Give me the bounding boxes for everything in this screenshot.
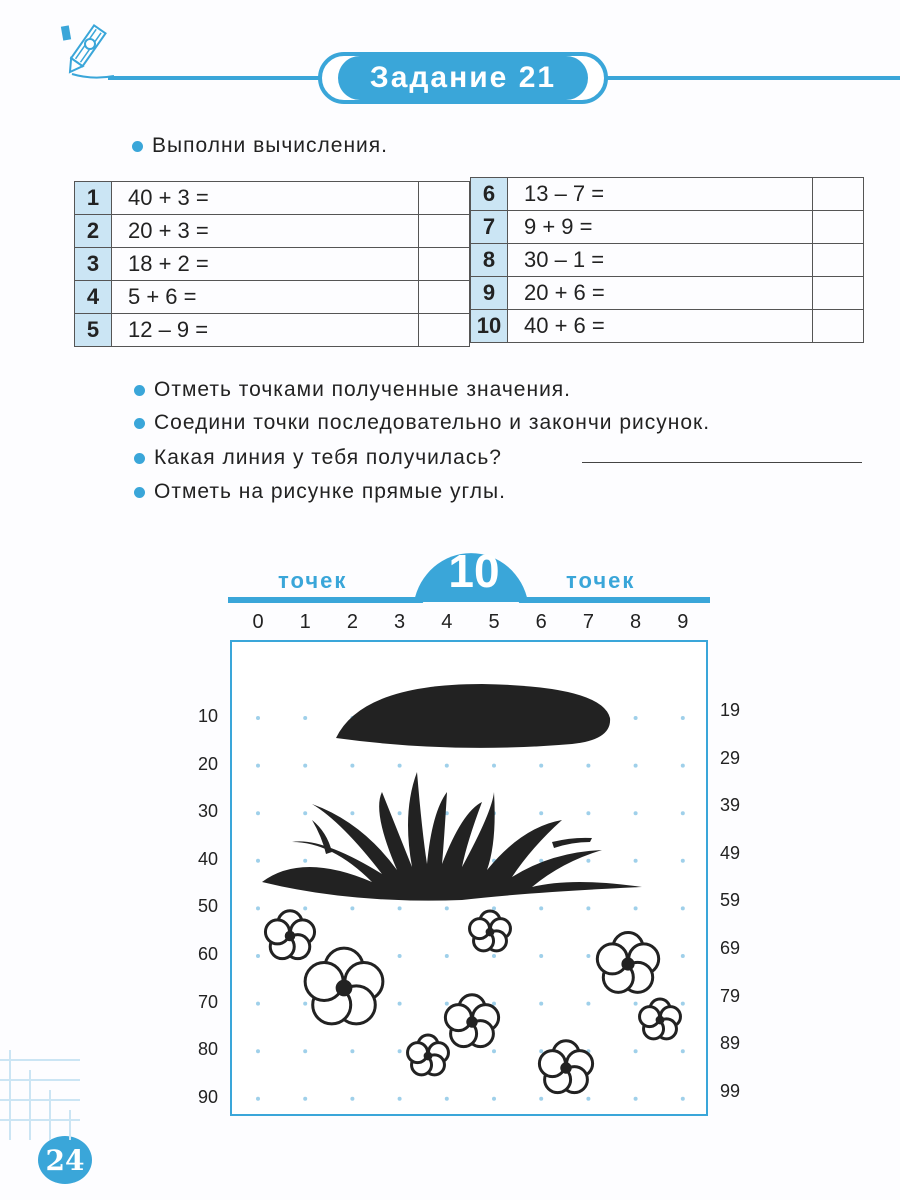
dot-grid-drawing [232,642,706,1114]
grid-dot [586,1097,590,1101]
pencil-logo-icon [52,18,116,82]
right-axis-label: 89 [720,1033,741,1054]
answer-cell[interactable] [813,178,864,211]
grid-dot [634,1049,638,1053]
row-number: 7 [471,211,508,244]
flower-icon [539,1041,592,1093]
grid-dot [256,716,260,720]
row-number: 8 [471,244,508,277]
instruction-line-question: Какая линия у тебя получилась? [134,446,502,470]
bullet-icon [134,453,145,464]
dark-shape-icon [336,684,610,748]
table-row [471,211,864,244]
grid-dot [492,1097,496,1101]
right-axis-label: 39 [720,795,741,816]
expression-cell: 9 + 9 = [508,211,813,244]
expression-cell: 18 + 2 = [112,248,419,281]
top-axis-label: 9 [677,611,689,633]
left-axis-label: 10 [198,706,219,726]
table-row [75,281,470,314]
table-row [75,182,470,215]
grid-dot [445,764,449,768]
grid-dot [398,954,402,958]
expression-cell: 40 + 6 = [508,310,813,343]
flower-icon [470,911,511,951]
answer-line[interactable] [582,462,862,463]
grid-dot [256,764,260,768]
grid-dot [586,764,590,768]
grid-dot [634,1002,638,1006]
answer-cell[interactable] [419,182,470,215]
row-number: 5 [75,314,112,347]
grid-dot [634,764,638,768]
grid-dot [303,1002,307,1006]
grid-dot [256,859,260,863]
page-number: 24 [38,1136,92,1184]
grid-header-right: точек [566,568,636,593]
expression-cell: 5 + 6 = [112,281,419,314]
grid-dot [398,1049,402,1053]
bullet-icon [134,385,145,396]
answer-cell[interactable] [419,248,470,281]
table-row [75,314,470,347]
table-row [75,215,470,248]
grid-dot [634,1097,638,1101]
top-axis-label: 0 [252,611,264,633]
grid-dot [350,1097,354,1101]
grid-dot [681,1049,685,1053]
expression-cell: 30 – 1 = [508,244,813,277]
grid-dot [681,811,685,815]
row-number: 1 [75,182,112,215]
right-axis-label: 79 [720,985,741,1006]
grid-dot [398,811,402,815]
grid-dot [539,906,543,910]
grid-dot [445,1097,449,1101]
grid-dot [634,859,638,863]
grid-dot [681,906,685,910]
top-axis-label: 6 [535,611,547,633]
grid-dot [256,1002,260,1006]
grid-dot [634,906,638,910]
grid-dot [256,954,260,958]
grid-dot [303,716,307,720]
table-row [471,178,864,211]
page-title: Задание 21 [338,56,588,100]
grid-dot [350,764,354,768]
instruction-mark-points: Отметь точками полученные значения. [134,378,571,402]
grid-dot [350,811,354,815]
grid-dot [586,859,590,863]
grid-dot [398,1097,402,1101]
grid-dot [681,1097,685,1101]
grid-dot [256,1097,260,1101]
grid-dot [350,906,354,910]
grid-dot [586,811,590,815]
answer-cell[interactable] [419,281,470,314]
dot-grid-area[interactable] [230,640,708,1116]
instruction-text: Выполни вычисления. [152,134,388,157]
flower-icon [445,995,498,1047]
left-axis-label: 90 [198,1086,219,1107]
grid-dot [350,1049,354,1053]
grid-header-left: точек [278,568,348,593]
calc-table-right [470,177,864,343]
grid-dot [539,1097,543,1101]
right-axis-label: 29 [720,747,741,768]
expression-cell: 40 + 3 = [112,182,419,215]
instruction-calc [132,134,388,158]
right-axis-label: 59 [720,890,741,911]
right-axis-label: 19 [720,700,741,720]
table-row [75,248,470,281]
grid-dot [681,1002,685,1006]
right-axis-label: 49 [720,842,741,863]
expression-cell: 20 + 6 = [508,277,813,310]
flower-icon [408,1035,449,1075]
top-axis-label: 1 [299,611,311,633]
answer-cell[interactable] [813,277,864,310]
left-axis-label: 50 [198,896,219,917]
grid-dot [539,764,543,768]
bullet-icon [134,418,145,429]
row-number: 2 [75,215,112,248]
bullet-icon [132,141,143,152]
grid-dot [539,1002,543,1006]
flower-icon [640,999,681,1039]
grid-dot [445,1002,449,1006]
grid-dot [586,1002,590,1006]
answer-cell[interactable] [419,314,470,347]
left-axis-label: 30 [198,801,219,822]
left-axis-label: 70 [198,991,219,1012]
left-axis-label: 20 [198,753,219,774]
grid-dot [303,906,307,910]
grid-dot [303,811,307,815]
grid-dot [681,716,685,720]
expression-cell: 12 – 9 = [112,314,419,347]
grid-dot [445,954,449,958]
grid-dot [398,906,402,910]
grid-dot [398,764,402,768]
grid-dot [303,1049,307,1053]
grid-dot [681,859,685,863]
grid-dot [256,906,260,910]
row-number: 6 [471,178,508,211]
grid-dot [256,811,260,815]
flower-icon [597,933,658,993]
answer-cell[interactable] [419,215,470,248]
top-axis-label: 2 [346,611,358,633]
grid-dot [539,1049,543,1053]
grid-dot [303,859,307,863]
grid-dot [445,906,449,910]
row-number: 4 [75,281,112,314]
left-axis-label: 80 [198,1039,219,1060]
expression-cell: 20 + 3 = [112,215,419,248]
grid-dot [634,716,638,720]
row-number: 9 [471,277,508,310]
grid-dot [303,1097,307,1101]
table-row [471,310,864,343]
right-axis-label: 69 [720,938,741,958]
grid-dot [681,954,685,958]
left-axis-label: 40 [198,848,219,869]
grid-dot [681,764,685,768]
grid-dot [398,1002,402,1006]
grid-dot [303,764,307,768]
row-number: 3 [75,248,112,281]
table-row [471,277,864,310]
top-axis-label: 5 [488,611,500,633]
corner-grid-decoration [0,1020,80,1140]
grid-dot [539,811,543,815]
grid-dot [492,1049,496,1053]
table-row [471,244,864,277]
flower-icon [305,948,383,1024]
answer-cell[interactable] [813,244,864,277]
row-number: 10 [471,310,508,343]
left-axis-label: 60 [198,944,219,964]
right-axis-label: 99 [720,1080,741,1101]
top-axis-label: 4 [441,611,453,633]
grid-dot [492,954,496,958]
flower-icon [265,911,314,959]
answer-cell[interactable] [813,310,864,343]
grid-dot [256,1049,260,1053]
instruction-connect-points: Соедини точки последовательно и закончи рисунок. [134,411,710,435]
top-axis-label: 8 [630,611,642,633]
grid-header-number: 10 [448,545,500,597]
calc-table-left [74,181,470,347]
grid-dot [492,764,496,768]
grid-dot [586,954,590,958]
answer-cell[interactable] [813,211,864,244]
instruction-right-angles: Отметь на рисунке прямые углы. [134,480,506,504]
grid-dot [634,811,638,815]
top-axis-label: 7 [582,611,594,633]
grass-icon [262,772,642,901]
top-axis-label: 3 [394,611,406,633]
grid-dot [586,906,590,910]
bullet-icon [134,487,145,498]
grid-dot [539,954,543,958]
expression-cell: 13 – 7 = [508,178,813,211]
